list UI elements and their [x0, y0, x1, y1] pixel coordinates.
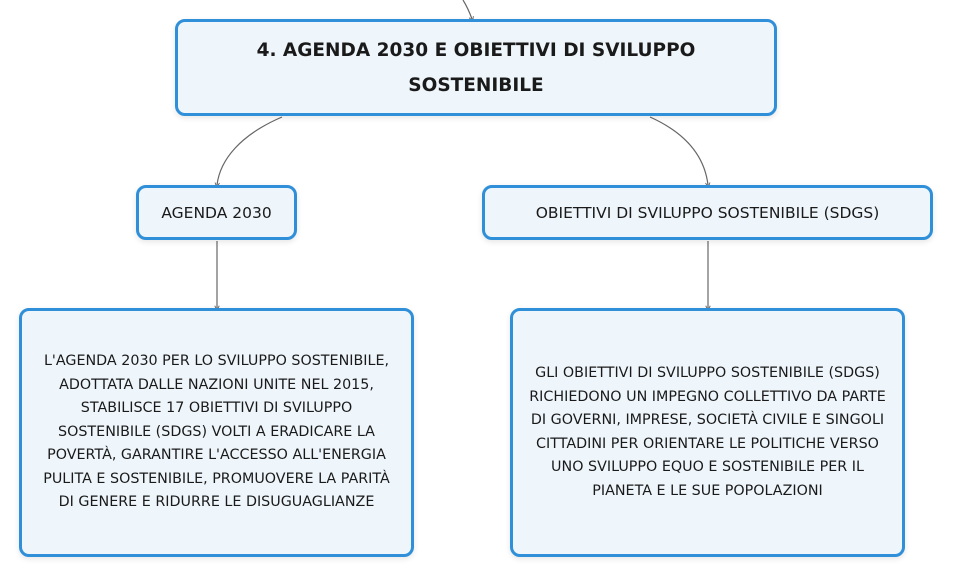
description-text: L'AGENDA 2030 PER LO SVILUPPO SOSTENIBILE, ADOTTATA DALLE NAZIONI UNITE NEL 2015, STABILISCE 17 OBIETTIVI DI SVILUPPO SOSTENIBILE (SDGS) VOLTI A ERADICARE LA POVERTÀ, GARANTIRE L'ACCESSO ALL'ENERGIA PULITA E SOSTENIBILE, PROMUOVERE LA PARITÀ DI GENERE E RIDURRE LE DISUGUAGLIANZE — [43, 353, 390, 511]
connector-root-to-sdgs — [650, 117, 708, 185]
root-node-title: 4. AGENDA 2030 E OBIETTIVI DI SVILUPPO SOSTENIBILE — [256, 39, 696, 96]
branch-node-agenda-2030[interactable] — [136, 185, 297, 240]
branch-node-label: OBIETTIVI DI SVILUPPO SOSTENIBILE (SDGS) — [535, 203, 880, 222]
root-node[interactable] — [175, 19, 777, 116]
description-text: GLI OBIETTIVI DI SVILUPPO SOSTENIBILE (SDGS) RICHIEDONO UN IMPEGNO COLLETTIVO DA PARTE DI GOVERNI, IMPRESE, SOCIETÀ CIVILE E SINGOLI CITTADINI PER ORIENTARE LE POLITICHE VERSO UNO SVILUPPO EQUO E SOSTENIBILE PER IL PIANETA E LE SUE POPOLAZIONI — [529, 365, 886, 499]
description-node-sdgs[interactable] — [510, 308, 905, 557]
branch-node-label: AGENDA 2030 — [161, 203, 272, 222]
branch-node-sdgs[interactable] — [482, 185, 933, 240]
connector-root-to-agenda — [217, 117, 282, 185]
description-node-agenda-2030[interactable] — [19, 308, 414, 557]
connector-from-parent — [463, 0, 472, 19]
